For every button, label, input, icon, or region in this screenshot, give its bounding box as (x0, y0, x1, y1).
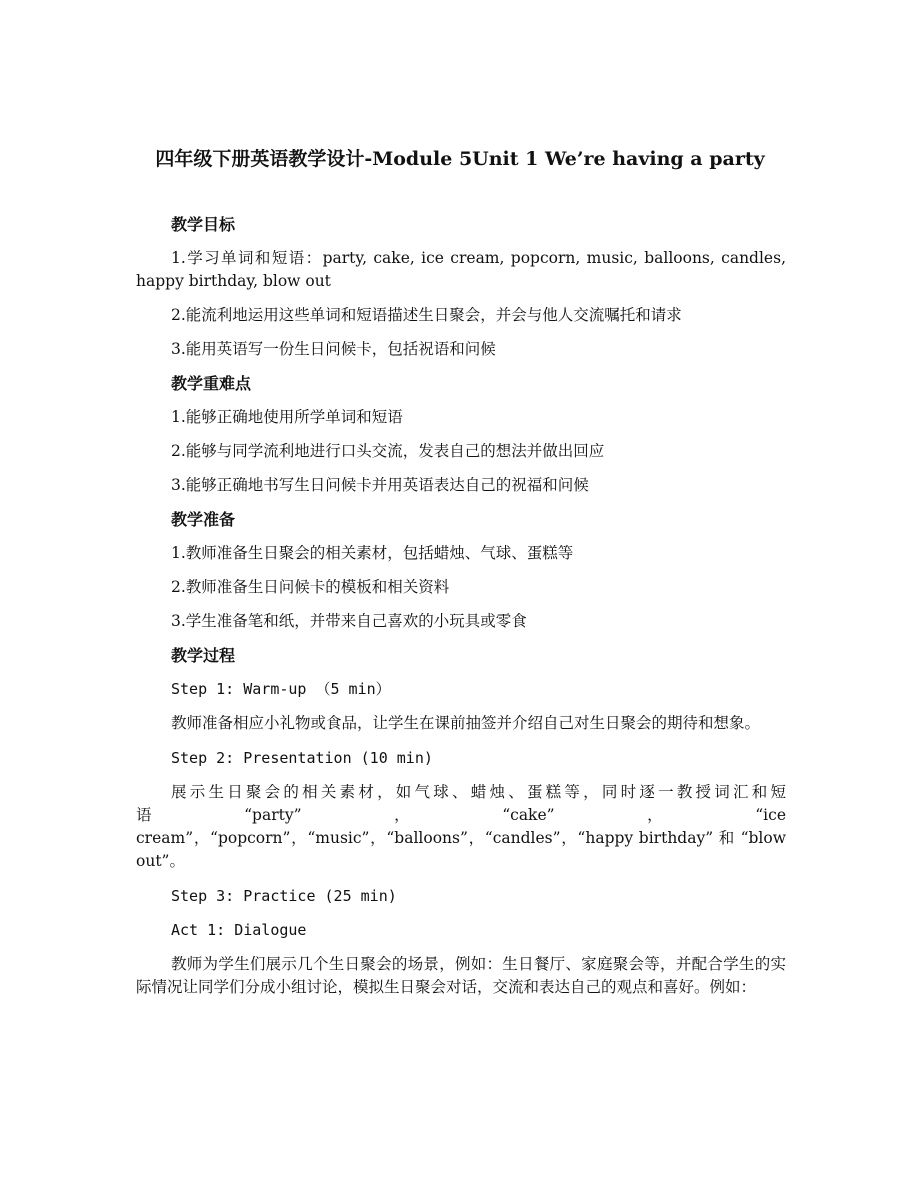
objective-item-2: 2.能流利地运用这些单词和短语描述生日聚会，并会与他人交流嘱托和请求 (171, 306, 682, 324)
objective-item-3: 3.能用英语写一份生日问候卡，包括祝语和问候 (171, 340, 496, 358)
preparation-item-2: 2.教师准备生日问候卡的模板和相关资料 (171, 578, 450, 596)
preparation-heading: 教学准备 (171, 510, 236, 529)
key-point-item-2: 2.能够与同学流利地进行口头交流，发表自己的想法并做出回应 (171, 442, 605, 460)
document-title: 四年级下册英语教学设计-Module 5Unit 1 We’re having a party (155, 148, 765, 170)
key-points-heading: 教学重难点 (171, 374, 252, 393)
step1-text: 教师准备相应小礼物或食品，让学生在课前抽签并介绍自己对生日聚会的期待和想象。 (171, 714, 761, 732)
step2-text: 展示生日聚会的相关素材，如气球、蜡烛、蛋糕等，同时逐一教授词汇和短语“party”，“cake”，“ice cream”，“popcorn”，“music”，“balloons”，“candles”，“happy birthday” 和 “blow out”。 (136, 783, 786, 870)
process-heading: 教学过程 (171, 646, 236, 665)
step2-title: Step 2: Presentation (10 min) (171, 749, 433, 767)
objective-item-1: 1.学习单词和短语：party, cake, ice cream, popcorn, music, balloons, candles, happy birthday, blow out (136, 249, 786, 290)
preparation-item-3: 3.学生准备笔和纸，并带来自己喜欢的小玩具或零食 (171, 612, 527, 630)
objectives-heading: 教学目标 (171, 215, 236, 234)
key-point-item-1: 1.能够正确地使用所学单词和短语 (171, 408, 403, 426)
step3-title: Step 3: Practice (25 min) (171, 887, 397, 905)
act1-text: 教师为学生们展示几个生日聚会的场景，例如：生日餐厅、家庭聚会等，并配合学生的实际情况让同学们分成小组讨论，模拟生日聚会对话，交流和表达自己的观点和喜好。例如： (136, 955, 786, 996)
step1-title: Step 1: Warm-up （5 min） (171, 680, 391, 698)
act1-title: Act 1: Dialogue (171, 921, 307, 939)
document-body (136, 213, 786, 999)
key-point-item-3: 3.能够正确地书写生日问候卡并用英语表达自己的祝福和问候 (171, 476, 589, 494)
preparation-item-1: 1.教师准备生日聚会的相关素材，包括蜡烛、气球、蛋糕等 (171, 544, 574, 562)
